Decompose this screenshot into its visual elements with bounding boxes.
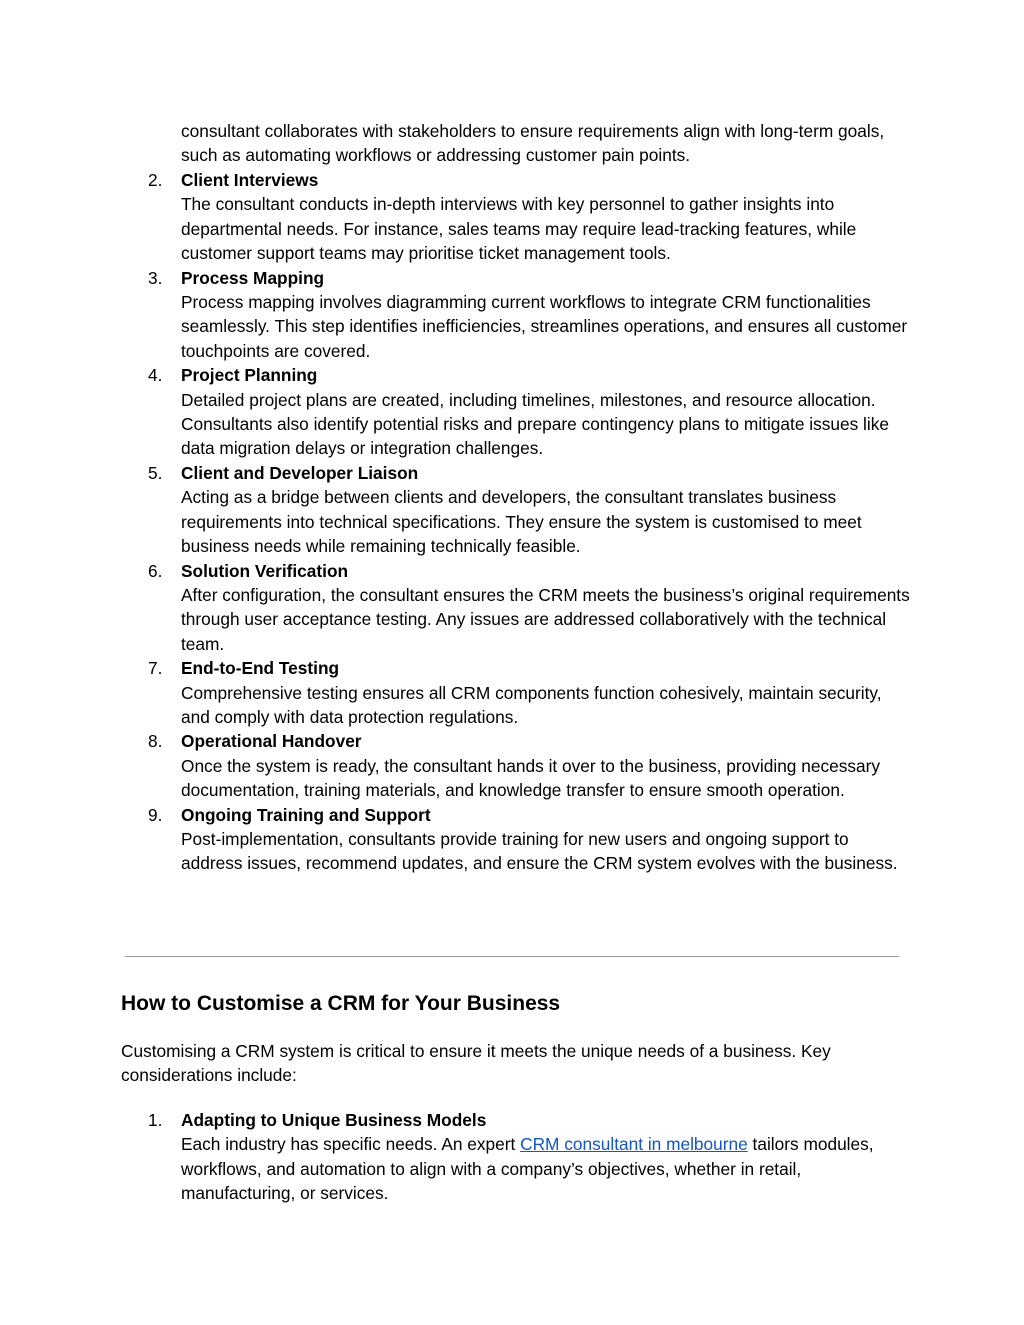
crm-consultant-link[interactable]: CRM consultant in melbourne bbox=[520, 1134, 748, 1155]
list-item-body: The consultant conducts in-depth interviews with key personnel to gather insights into departmental needs. For instance, sales teams may require lead-tracking features, while customer support teams may prioritise ticket management tools. bbox=[181, 194, 857, 264]
list-item-body: Process mapping involves diagramming current workflows to integrate CRM functionalities seamlessly. This step identifies inefficiencies, streamlines operations, and ensures all customer touchpoints are covered. bbox=[181, 292, 908, 361]
list-item bbox=[0, 1108, 911, 1206]
list-number: 5. bbox=[148, 462, 163, 483]
list-item-title: Ongoing Training and Support bbox=[181, 804, 431, 825]
list-item bbox=[0, 656, 911, 729]
list-number: 3. bbox=[148, 267, 163, 288]
list-item-title: Operational Handover bbox=[181, 731, 362, 752]
list-item bbox=[0, 266, 911, 364]
list-item-title: End-to-End Testing bbox=[181, 658, 340, 679]
list-item-continuation: consultant collaborates with stakeholders to ensure requirements align with long-term goals, such as automating workflows or addressing customer pain points. bbox=[181, 121, 885, 166]
list-item bbox=[0, 168, 911, 266]
list-item-body-text: tailors modules, workflows, and automation to align with a company’s objectives, whether in retail, manufacturing, or services. bbox=[181, 1134, 874, 1204]
customisation-list bbox=[0, 1108, 1024, 1206]
list-number: 9. bbox=[148, 804, 163, 825]
list-item-title: Adapting to Unique Business Models bbox=[181, 1110, 487, 1130]
list-item bbox=[0, 559, 911, 657]
list-number: 4. bbox=[148, 365, 163, 386]
list-item bbox=[0, 729, 911, 802]
responsibilities-list bbox=[0, 168, 1024, 876]
list-item bbox=[0, 803, 911, 876]
list-item-title: Project Planning bbox=[181, 365, 318, 386]
list-number: 6. bbox=[148, 560, 163, 581]
list-item-title: Solution Verification bbox=[181, 560, 349, 581]
list-item bbox=[0, 363, 911, 461]
list-number: 8. bbox=[148, 731, 163, 752]
list-item bbox=[0, 461, 911, 559]
list-item-body: Detailed project plans are created, including timelines, milestones, and resource allocation. Consultants also identify potential risks and prepare contingency plans to mitigate issues like data migration delays or integration challenges. bbox=[181, 389, 889, 459]
list-item-title: Client Interviews bbox=[181, 170, 319, 190]
section-intro-paragraph: Customising a CRM system is critical to ensure it meets the unique needs of a business. Key considerations include: bbox=[121, 1041, 831, 1086]
list-number: 7. bbox=[148, 658, 163, 679]
list-item-body: Post-implementation, consultants provide training for new users and ongoing support to address issues, recommend updates, and ensure the CRM system evolves with the business. bbox=[181, 828, 898, 874]
list-item-body bbox=[181, 1132, 911, 1205]
section-heading: How to Customise a CRM for Your Business bbox=[121, 992, 561, 1015]
list-item-title: Client and Developer Liaison bbox=[181, 462, 419, 483]
horizontal-divider bbox=[125, 956, 899, 957]
list-item-body: Comprehensive testing ensures all CRM components function cohesively, maintain security, and comply with data protection regulations. bbox=[181, 682, 882, 727]
list-item-title: Process Mapping bbox=[181, 267, 325, 288]
list-number: 1. bbox=[148, 1110, 163, 1130]
list-item-body: After configuration, the consultant ensures the CRM meets the business’s original requirements through user acceptance testing. Any issues are addressed collaboratively with the technical team. bbox=[181, 584, 910, 654]
list-item-body: Acting as a bridge between clients and developers, the consultant translates business requirements into technical specifications. They ensure the system is customised to meet business needs while remaining technically feasible. bbox=[181, 487, 862, 557]
list-item-body-text: Each industry has specific needs. An expert bbox=[181, 1134, 521, 1155]
list-number: 2. bbox=[148, 170, 163, 190]
list-item-body: Once the system is ready, the consultant hands it over to the business, providing necessary documentation, training materials, and knowledge transfer to ensure smooth operation. bbox=[181, 755, 880, 801]
